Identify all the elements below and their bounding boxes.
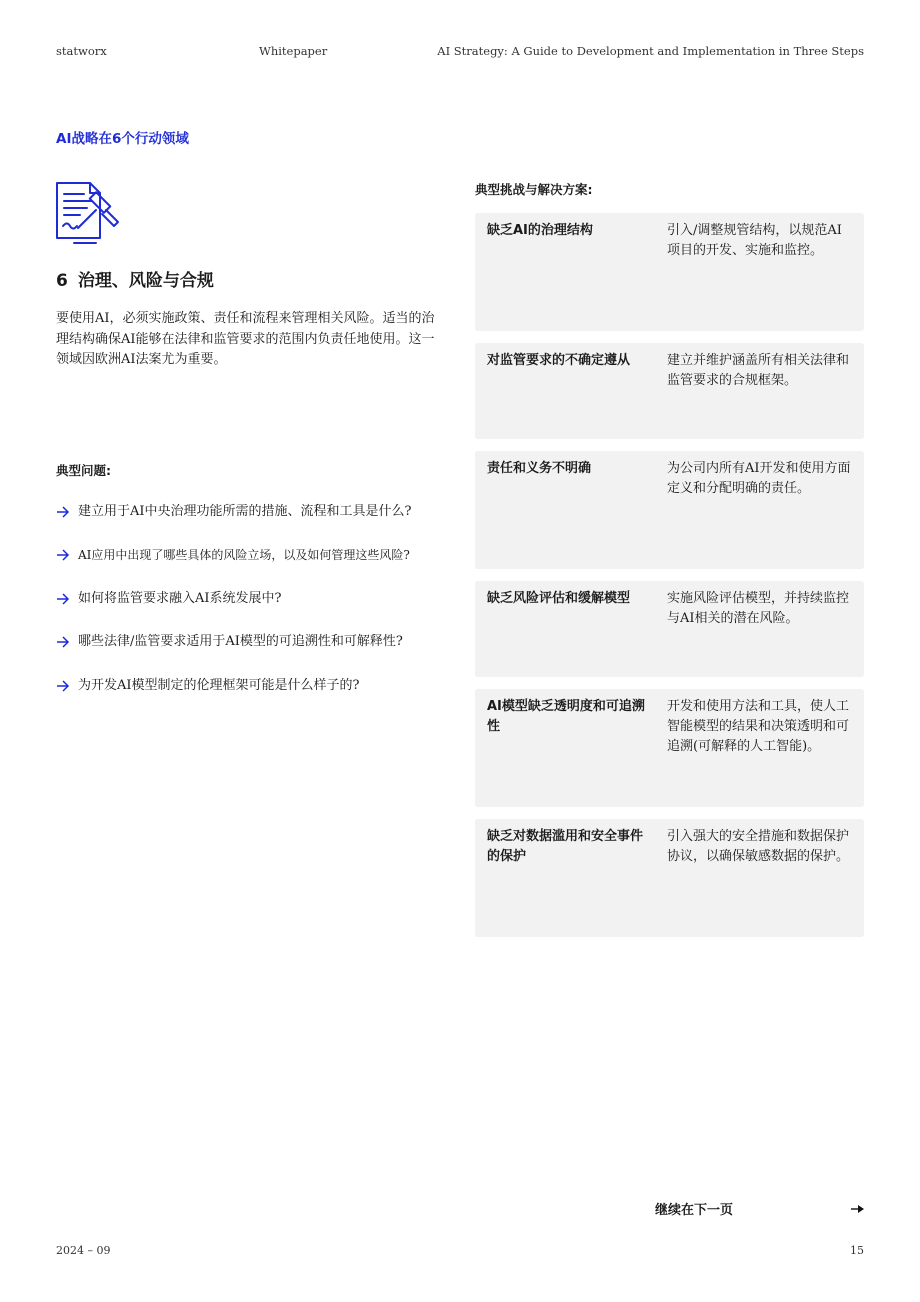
arrow-right-icon <box>56 592 70 606</box>
challenge-title: 责任和义务不明确 <box>487 461 592 476</box>
challenge-card <box>475 581 864 677</box>
continue-next-page-link[interactable] <box>655 1199 864 1218</box>
challenge-card <box>475 451 864 569</box>
challenge-title: 缺乏风险评估和缓解模型 <box>487 591 631 606</box>
challenge-title: 缺乏AI的治理结构 <box>487 223 593 238</box>
arrow-right-icon <box>56 505 70 519</box>
solution-text: 建立并维护涵盖所有相关法律和监管要求的合规框架。 <box>667 353 850 388</box>
arrow-right-icon <box>56 635 70 649</box>
header-brand: statworx <box>56 44 107 58</box>
question-item <box>56 503 441 521</box>
arrow-right-icon <box>851 1204 864 1214</box>
solution-text: 引入强大的安全措施和数据保护协议，以确保敏感数据的保护。 <box>667 829 850 864</box>
question-text: 为开发AI模型制定的伦理框架可能是什么样子的? <box>78 678 360 693</box>
challenge-title: 对监管要求的不确定遵从 <box>487 353 631 368</box>
question-text: 建立用于AI中央治理功能所需的措施、流程和工具是什么? <box>78 504 412 519</box>
question-item <box>56 590 441 608</box>
page-number: 15 <box>850 1244 864 1257</box>
challenge-card <box>475 819 864 937</box>
solutions-heading: 典型挑战与解决方案: <box>475 182 593 197</box>
question-item <box>56 633 441 651</box>
question-item <box>56 546 441 564</box>
question-item <box>56 677 441 695</box>
section-label: AI战略在6个行动领域 <box>56 131 189 147</box>
challenge-title: 缺乏对数据滥用和安全事件的保护 <box>487 829 644 864</box>
question-text: AI应用中出现了哪些具体的风险立场，以及如何管理这些风险? <box>78 548 410 562</box>
questions-heading: 典型问题: <box>56 463 111 478</box>
challenge-card <box>475 689 864 807</box>
arrow-right-icon <box>56 548 70 562</box>
header-doc-type: Whitepaper <box>259 44 328 58</box>
solution-text: 为公司内所有AI开发和使用方面定义和分配明确的责任。 <box>667 461 851 496</box>
topic-title-text: 治理、风险与合规 <box>77 271 214 291</box>
question-text: 如何将监管要求融入AI系统发展中? <box>78 591 282 606</box>
question-text: 哪些法律/监管要求适用于AI模型的可追溯性和可解释性? <box>78 634 403 649</box>
arrow-right-icon <box>56 679 70 693</box>
topic-number: 6 <box>56 271 68 291</box>
topic-description: 要使用AI，必须实施政策、责任和流程来管理相关风险。适当的治理结构确保AI能够在法律和监管要求的范围内负责任地使用。这一领域因欧洲AI法案尤为重要。 <box>56 311 435 367</box>
legal-document-gavel-icon <box>54 180 122 246</box>
solution-text: 实施风险评估模型，并持续监控与AI相关的潜在风险。 <box>667 591 850 626</box>
challenge-card <box>475 343 864 439</box>
solution-text: 开发和使用方法和工具，使人工智能模型的结果和决策透明和可追溯(可解释的人工智能)。 <box>667 699 850 754</box>
challenge-card <box>475 213 864 331</box>
challenge-title: AI模型缺乏透明度和可追溯性 <box>487 699 645 734</box>
topic-title <box>56 266 214 291</box>
solution-text: 引入/调整规管结构，以规范AI项目的开发、实施和监控。 <box>667 223 842 258</box>
continue-label: 继续在下一页 <box>655 1203 734 1218</box>
header-doc-title: AI Strategy: A Guide to Development and Implementation in Three Steps <box>437 44 864 58</box>
footer-date: 2024 – 09 <box>56 1244 111 1257</box>
